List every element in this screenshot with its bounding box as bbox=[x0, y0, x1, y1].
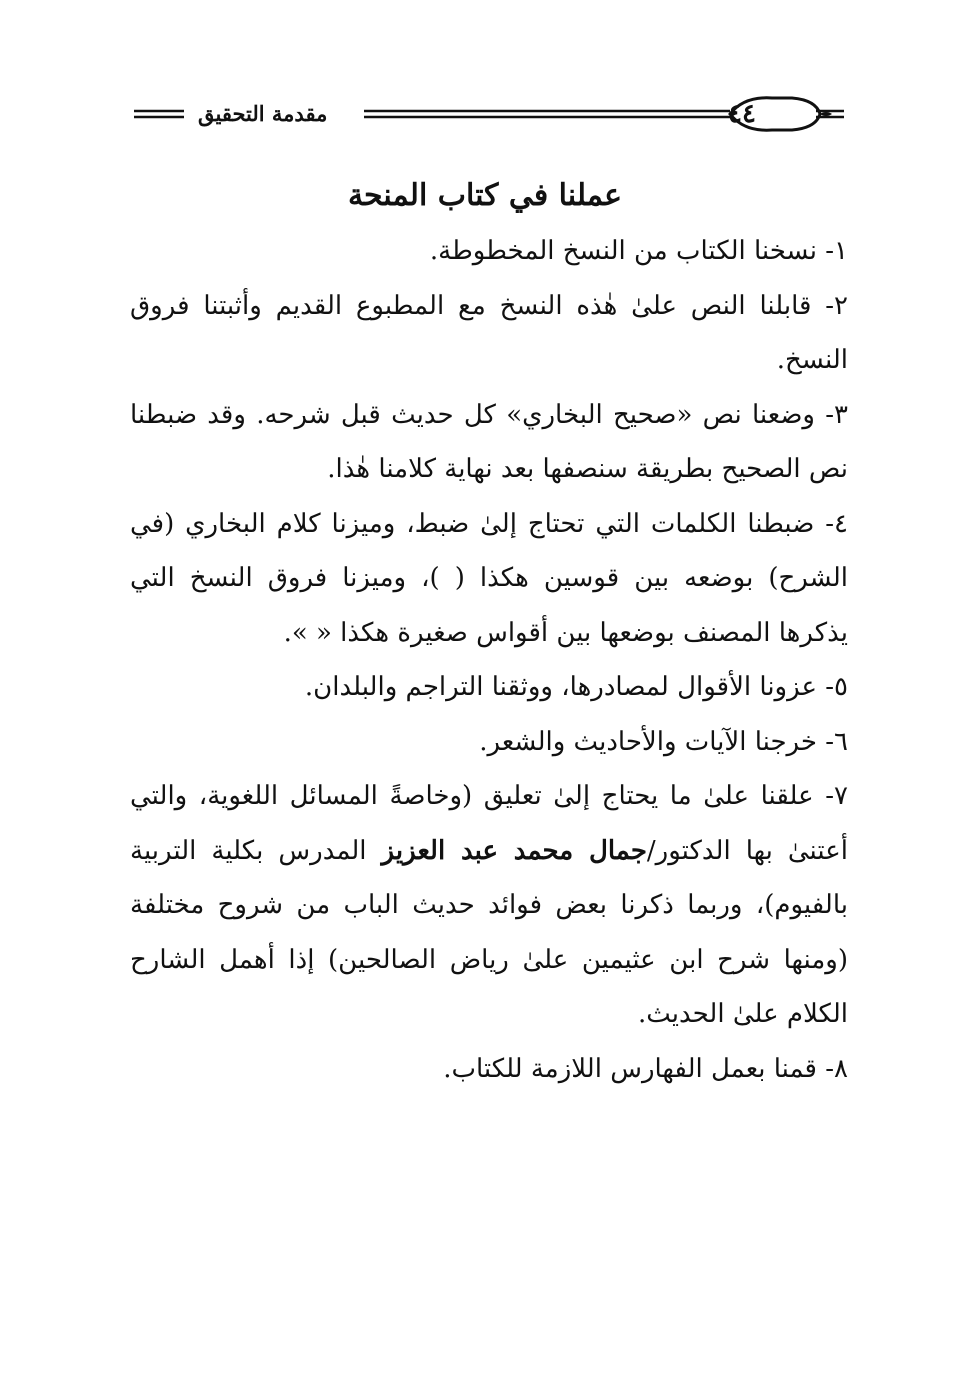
list-item: ٦- خرجنا الآيات والأحاديث والشعر. bbox=[479, 726, 848, 757]
page-header bbox=[132, 92, 846, 136]
author-name: جمال محمد عبد العزيز bbox=[381, 835, 647, 866]
list-item: ٢- قابلنا النص علىٰ هٰذه النسخ مع المطبوع القديم وأثبتنا فروق النسخ. bbox=[130, 290, 848, 375]
list-item: ٥- عزونا الأقوال لمصادرها، ووثقنا التراجم والبلدان. bbox=[304, 672, 848, 702]
list-item: ١- نسخنا الكتاب من النسخ المخطوطة. bbox=[429, 236, 848, 266]
list-item: ٧- علقنا علىٰ ما يحتاج إلىٰ تعليق (وخاصةً المسائل اللغوية، والتي أعتنىٰ بها الدكتور/جمال محمد عبد العزيز المدرس بكلية التربية بالفيوم)، وربما ذكرنا بعض فوائد حديث الباب من شروح مختلفة (ومنها شرح ابن عثيمين علىٰ رياض الصالحين) إذا أهمل الشارح الكلام علىٰ الحديث. bbox=[130, 781, 848, 1029]
page-body bbox=[130, 168, 848, 1096]
list-item: ٣- وضعنا نص «صحيح البخاري» كل حديث قبل شرحه. وقد ضبطنا نص الصحيح بطريقة سنصفها بعد نهاية كلامنا هٰذا. bbox=[130, 399, 848, 484]
running-title: مقدمة التحقيق bbox=[190, 96, 335, 132]
section-title: عملنا في كتاب المنحة bbox=[347, 178, 623, 213]
list-item: ٤- ضبطنا الكلمات التي تحتاج إلىٰ ضبط، وميزنا كلام البخاري (في الشرح) بوضعه بين قوسين هكذا ( )، وميزنا فروق النسخ التي يذكرها المصنف بوضعها بين أقواس صغيرة هكذا « ». bbox=[130, 508, 848, 648]
page-number: ٤٤ bbox=[728, 99, 756, 129]
list-item: ٨- قمنا بعمل الفهارس اللازمة للكتاب. bbox=[443, 1053, 848, 1084]
